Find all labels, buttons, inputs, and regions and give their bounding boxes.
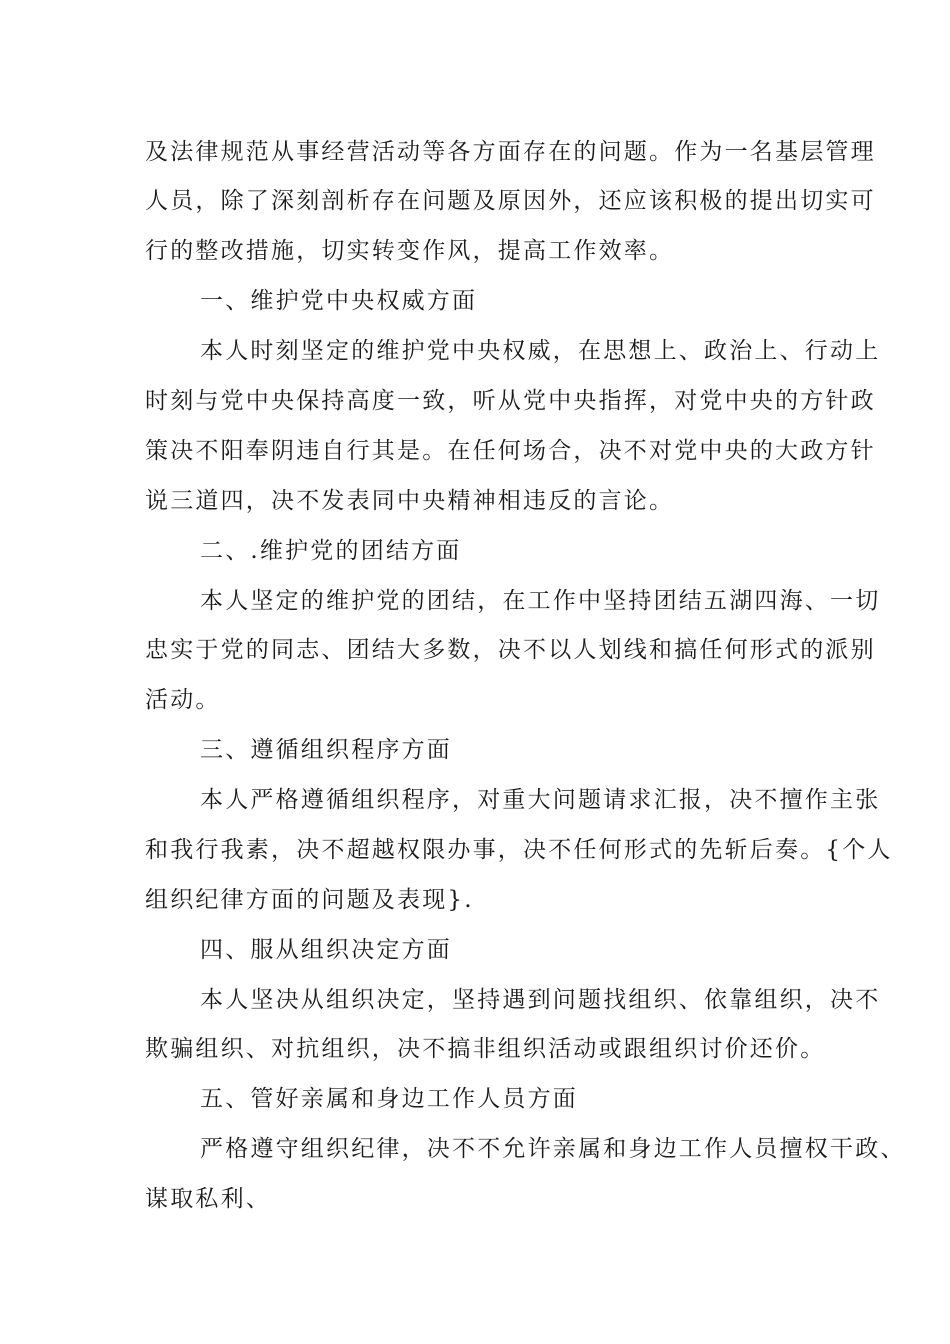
paragraph-line: 谋取私利、 [145,1186,271,1212]
section-heading: 四、服从组织决定方面 [200,937,452,963]
section-heading: 一、维护党中央权威方面 [200,288,478,314]
paragraph-line: 本人时刻坚定的维护党中央权威，在思想上、政治上、行动上 [200,338,881,364]
paragraph-line: 行的整改措施，切实转变作风，提高工作效率。 [145,238,675,264]
paragraph-line: 欺骗组织、对抗组织，决不搞非组织活动或跟组织讨价还价。 [145,1036,826,1062]
paragraph-line: 及法律规范从事经营活动等各方面存在的问题。作为一名基层管理 [145,139,876,165]
paragraph-line: 时刻与党中央保持高度一致，听从党中央指挥，对党中央的方针政 [145,388,876,414]
paragraph-line: 和我行我素，决不超越权限办事，决不任何形式的先斩后奏。{个人 [145,837,893,863]
paragraph-line: 活动。 [145,687,221,713]
paragraph-line: 人员，除了深刻剖析存在问题及原因外，还应该积极的提出切实可 [145,188,876,214]
paragraph-line: 本人坚定的维护党的团结，在工作中坚持团结五湖四海、一切 [200,588,881,614]
paragraph-line: 本人坚决从组织决定，坚持遇到问题找组织、依靠组织，决不 [200,987,881,1013]
paragraph-line: 严格遵守组织纪律，决不不允许亲属和身边工作人员擅权干政、 [200,1136,906,1162]
paragraph-line: 本人严格遵循组织程序，对重大问题请求汇报，决不擅作主张 [200,787,881,813]
section-heading: 五、管好亲属和身边工作人员方面 [200,1086,578,1112]
paragraph-line: 忠实于党的同志、团结大多数，决不以人划线和搞任何形式的派别 [145,637,876,663]
paragraph-line: 组织纪律方面的问题及表现}. [145,887,474,913]
section-heading: 二、.维护党的团结方面 [200,538,462,564]
paragraph-line: 说三道四，决不发表同中央精神相违反的言论。 [145,488,675,514]
paragraph-line: 策决不阳奉阴违自行其是。在任何场合，决不对党中央的大政方针 [145,438,876,464]
section-heading: 三、遵循组织程序方面 [200,737,452,763]
